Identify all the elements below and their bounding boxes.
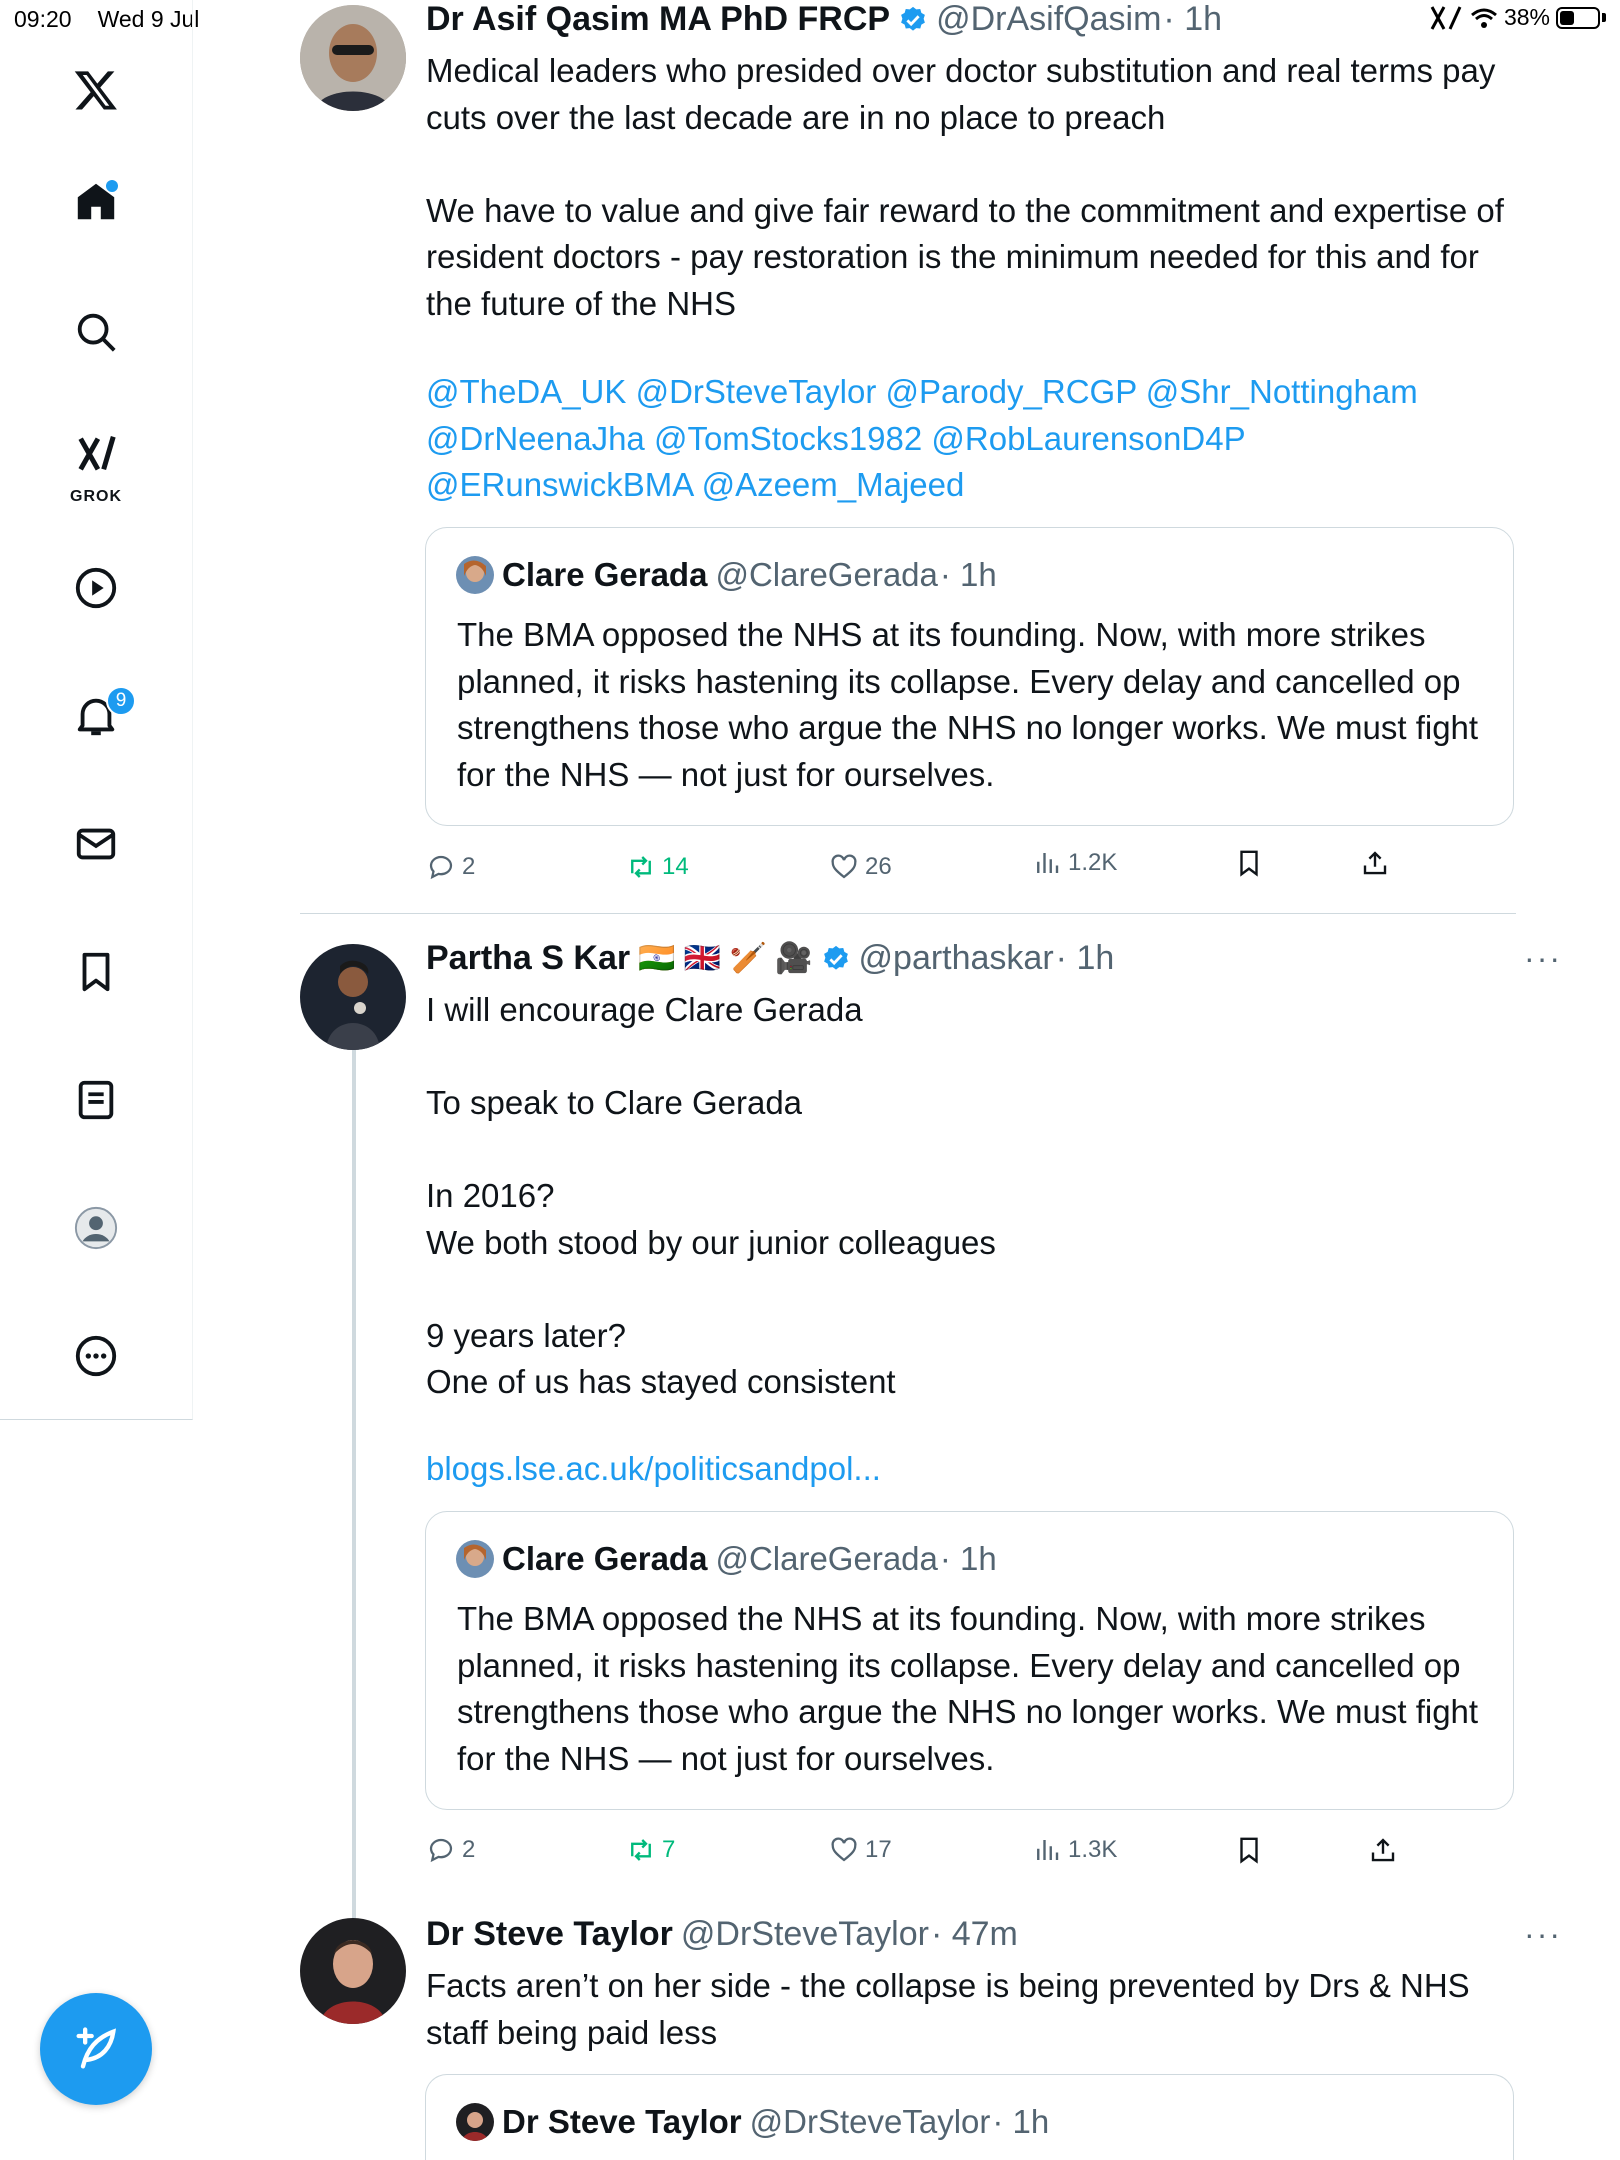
home-unread-dot [106,180,118,192]
quote-1-time: · 1h [939,556,997,593]
verified-badge-icon [898,5,928,35]
reply-icon [426,852,456,882]
quote-1-author-name: Clare Gerada [502,556,708,593]
reply-icon [426,1835,456,1865]
tweet-2-more-button[interactable]: ··· [1524,940,1562,976]
tweet-3-time: · 47m [930,1915,1018,1953]
quote-3-header [456,2103,1049,2141]
reply-count: 2 [462,1836,476,1863]
repost-count: 7 [662,1836,676,1863]
views-button[interactable] [1032,1835,1117,1865]
tweet-2-quote-card[interactable] [425,1511,1514,1810]
tweet-2-handle[interactable]: @parthaskar [858,939,1054,977]
quote-3-author-name: Dr Steve Taylor [502,2103,742,2140]
tweet-3-quote-card[interactable] [425,2074,1514,2160]
tweet-1-handle[interactable]: @DrAsifQasim [936,0,1162,38]
repost-count: 14 [662,853,689,880]
like-count: 26 [865,853,892,880]
tweet-3-author-name[interactable]: Dr Steve Taylor [426,1915,673,1953]
bookmark-button[interactable] [1234,1835,1264,1865]
tweet-3-more-button[interactable]: ··· [1524,1916,1562,1952]
repost-icon [626,1835,656,1865]
quote-2-avatar [456,1540,494,1578]
share-icon [1360,848,1390,878]
tweet-2-actions [426,1835,1426,1875]
tweet-2-time: · 1h [1055,939,1115,977]
bookmark-button[interactable] [1234,848,1264,878]
views-button[interactable] [1032,848,1117,878]
quote-2-author-name: Clare Gerada [502,1540,708,1577]
avatar-partha-kar[interactable] [300,944,406,1050]
quote-1-avatar [456,556,494,594]
views-chart-icon [1032,1835,1062,1865]
bookmark-icon [1234,1835,1264,1865]
tweet-1-header [426,0,1222,39]
lists-icon[interactable] [56,1060,136,1140]
avatar-asif-qasim[interactable] [300,5,406,111]
bookmarks-icon[interactable] [56,932,136,1012]
quote-3-avatar [456,2103,494,2141]
bookmark-icon [1234,848,1264,878]
repost-button[interactable] [626,852,689,882]
heart-icon [829,852,859,882]
reply-button[interactable] [426,852,475,882]
quote-2-time: · 1h [939,1540,997,1577]
tweet-1-author-name[interactable]: Dr Asif Qasim MA PhD FRCP [426,0,891,38]
like-button[interactable] [829,1835,892,1865]
tweet-3-handle[interactable]: @DrSteveTaylor [680,1915,929,1953]
avatar-steve-taylor[interactable] [300,1918,406,2024]
status-time: 09:20 [14,6,72,32]
tweet-2-text: I will encourage Clare Gerada To speak to Clare Gerada In 2016? We both stood by our junior colleagues 9 years later? One of us has stayed consistent [426,991,996,1400]
tweet-1-time: · 1h [1163,0,1223,38]
notifications-badge: 9 [106,686,136,716]
tweet-3-header [426,1915,1018,1954]
profile-avatar-icon[interactable] [56,1188,136,1268]
repost-icon [626,852,656,882]
video-icon[interactable] [56,548,136,628]
reply-button[interactable] [426,1835,475,1865]
like-count: 17 [865,1836,892,1863]
quote-1-header [456,556,997,594]
tweet-1-text: Medical leaders who presided over doctor substitution and real terms pay cuts over the last decade are in no place to preach We have to value and give fair reward to the commitment and expertise of resident doctors - pay restoration is the minimum needed for this and for the future of the NHS [426,52,1504,322]
grok-label: GROK [70,488,122,505]
status-date: Wed 9 Jul [97,6,200,32]
like-button[interactable] [829,852,892,882]
tweet-2-author-name[interactable]: Partha S Kar [426,939,631,977]
tweet-1-quote-card[interactable] [425,527,1514,826]
quote-2-handle: @ClareGerada [715,1540,938,1577]
tweet-2-author-emojis: 🇮🇳 🇬🇧 🏏 🎥 [638,942,813,975]
tweet-divider [300,913,1516,914]
repost-button[interactable] [626,1835,675,1865]
views-count: 1.2K [1068,849,1118,876]
views-chart-icon [1032,848,1062,878]
tweet-2-header [426,939,1114,978]
x-logo-icon[interactable] [56,50,136,130]
quote-2-header [456,1540,997,1578]
share-button[interactable] [1368,1835,1398,1865]
share-icon [1368,1835,1398,1865]
tweet-1-mentions[interactable]: @TheDA_UK @DrSteveTaylor @Parody_RCGP @Shr_Nottingham @DrNeenaJha @TomStocks1982 @RobLaurensonD4P @ERunswickBMA @Azeem_Majeed [426,373,1418,503]
thread-connector-line [352,1050,356,1922]
home-icon[interactable] [56,162,136,242]
notifications-bell-icon[interactable] [56,676,136,756]
tweet-1-actions [426,849,1426,892]
more-options-icon[interactable] [56,1316,136,1396]
quote-1-handle: @ClareGerada [715,556,938,593]
heart-icon [829,1835,859,1865]
quote-3-handle: @DrSteveTaylor [749,2103,991,2140]
search-icon[interactable] [56,292,136,372]
quote-3-time: · 1h [992,2103,1050,2140]
views-count: 1.3K [1068,1836,1118,1863]
tweet-3-text: Facts aren’t on her side - the collapse is being prevented by Drs & NHS staff being paid less [426,1967,1470,2051]
compose-feather-icon [70,2023,122,2075]
reply-count: 2 [462,853,476,880]
quote-2-text: The BMA opposed the NHS at its founding. Now, with more strikes planned, it risks hastening its collapse. Every delay and cancelled op strengthens those who argue the NHS no longer works. We must fight for the NHS — not just for ourselves. [457,1600,1479,1777]
share-button[interactable] [1360,848,1390,878]
quote-1-text: The BMA opposed the NHS at its founding. Now, with more strikes planned, it risks hastening its collapse. Every delay and cancelled op strengthens those who argue the NHS no longer works. We must fight for the NHS — not just for ourselves. [457,616,1479,793]
messages-mail-icon[interactable] [56,804,136,884]
sidebar [0,0,193,1420]
battery-percent: 38% [1503,4,1550,30]
compose-post-button[interactable] [40,1993,152,2105]
verified-badge-icon [821,944,851,974]
grok-icon[interactable] [56,418,136,508]
tweet-2-link[interactable]: blogs.lse.ac.uk/politicsandpol... [426,1450,881,1487]
